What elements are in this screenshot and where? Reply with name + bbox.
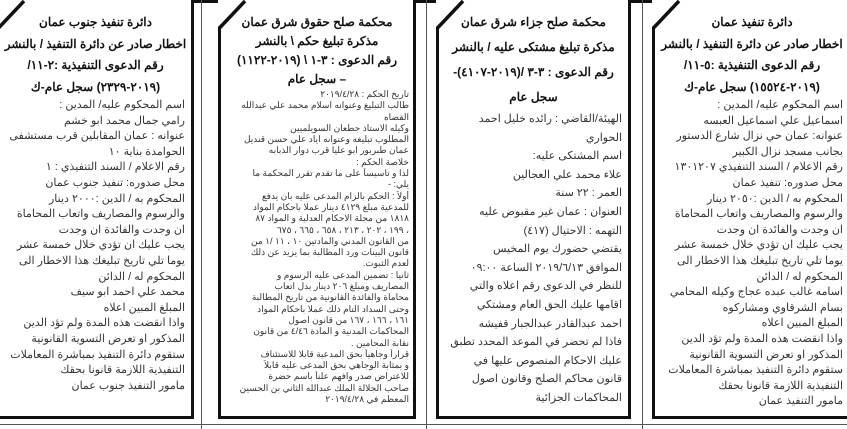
body-line: ستقوم دائرة التنفيذ بمباشرة المعاملات bbox=[10, 348, 185, 361]
heading-line: محكمة صلح جزاء شرق عمان bbox=[461, 15, 606, 29]
body-line: اسم المحكوم عليه/ المدين : bbox=[59, 99, 185, 111]
body-line: المحاكمات المدنية و المادة ٤/٤٦ من قانون bbox=[253, 326, 409, 337]
notice-criminal-court-east-amman bbox=[436, 0, 631, 419]
cut-corner-decoration bbox=[652, 0, 682, 30]
column-divider bbox=[201, 0, 202, 429]
notice-heading bbox=[221, 0, 413, 89]
body-line: عليك الاحكام المنصوص عليها في bbox=[473, 354, 622, 367]
body-line: العمر : ٢٢ سنة bbox=[555, 187, 622, 200]
body-line: التهمه : الاحتيال (٤١٧) bbox=[523, 224, 622, 237]
heading-line: – سجل عام bbox=[287, 72, 347, 86]
heading-line: اخطار صادر عن دائرة التنفيذ / بالنشر bbox=[661, 36, 843, 51]
body-line: يوما تلي تاريخ تبليغك هذا الاخطار الى bbox=[676, 254, 843, 267]
body-line: مامور التنفيذ جنوب عمان bbox=[71, 379, 185, 392]
heading-line: مذكرة تبليغ حكم \ بالنشر bbox=[255, 34, 379, 48]
body-line: عنوانه: عمان حي نزال شارع الدستور bbox=[676, 130, 843, 143]
heading-line: رقم الدعوى : ٣-٣ /(٢٠١٩-٤١٠٧)- bbox=[453, 65, 614, 79]
bottom-rule bbox=[0, 424, 847, 425]
heading-line: سجل عام bbox=[509, 90, 558, 104]
body-line: المصاريف ومبلغ ٢٠٦ دينار بدل اتعاب bbox=[274, 281, 409, 292]
body-line: للنظر في الدعوى رقم اعلاه والتي bbox=[469, 280, 622, 293]
body-line: للمدعية مبلغ ٤١٢٩ دينار عملا باحكام المواد bbox=[252, 201, 409, 212]
body-line: المحاكمات الجزائية bbox=[535, 391, 622, 404]
cut-corner-decoration bbox=[0, 0, 27, 30]
body-line: احمد عبدالقادر عبدالجبار قفيشه bbox=[478, 317, 622, 330]
notice-body bbox=[0, 98, 191, 394]
notice-execution-south-amman bbox=[0, 0, 194, 419]
body-line: رقم الاعلام / السند التنفيذي ١٣٠١٢٠٧ bbox=[674, 161, 843, 174]
body-line: و بمثابة الوجاهي بحق المدعى عليه قابلاً bbox=[264, 360, 409, 371]
body-line: واذا انقضت هذه المدة ولم تؤد الدين bbox=[23, 317, 185, 330]
notice-heading bbox=[439, 0, 628, 110]
body-line: التنفيذية اللازمة قانونا بحقك bbox=[718, 379, 843, 392]
body-line: وحتى السداد التام ذلك عملا باحكام المواد bbox=[257, 303, 409, 314]
notice-body bbox=[439, 110, 628, 408]
body-line: لذا و تاسيساً على ما تقدم تقرر المحكمة ما bbox=[252, 168, 409, 179]
body-line: محل صدوره: تنفيذ جنوب عمان bbox=[45, 176, 185, 189]
notice-heading bbox=[655, 0, 847, 98]
notice-execution-amman bbox=[652, 0, 847, 419]
body-line: محمد علي احمد ابو سيف bbox=[70, 286, 185, 299]
body-line: فاذا لم تحضر في الموعد المحدد تطبق bbox=[450, 336, 622, 349]
body-line: محل صدوره: تنفيذ عمان bbox=[732, 176, 843, 189]
body-line: بجانب مسجد نزال الكبير bbox=[732, 145, 843, 158]
body-line: اسامه غالب عبده عجاج وكيله المحامي bbox=[669, 286, 843, 299]
heading-line: محكمة صلح حقوق شرق عمان bbox=[241, 15, 393, 29]
body-line: المبلغ المبين اعلاه bbox=[103, 301, 185, 314]
heading-line: رقم الدعوى التنفيذية :٢-١١/ bbox=[27, 58, 164, 72]
body-line: يقتضي حضورك يوم المخيس bbox=[493, 243, 622, 256]
body-line: ١٨١٨ من مجلة الاحكام العدلية و المواد ٨٧ bbox=[255, 213, 409, 224]
body-line: قانون محاكم الصلح وقانون اصول bbox=[471, 373, 622, 386]
body-line: المطلوب تبليغه وعنوانه اياد علي حسن قنديل bbox=[243, 134, 409, 145]
body-line: عمان طبربور ابو عليا قرب دوار الذبابه bbox=[268, 145, 409, 156]
body-line: علاء محمد علي العجالين bbox=[512, 168, 622, 181]
heading-line: (٢٠١٩-١٥٥٢٤) سجل عام-ك bbox=[684, 79, 820, 94]
body-line: المذكور او تعرض التسوية القانونية bbox=[31, 332, 185, 345]
column-divider bbox=[642, 0, 643, 429]
body-line: العنوان : عمان غير مقبوض عليه bbox=[479, 205, 622, 218]
body-line: صاحب الجلالة الملك عبدالله الثاني بن الحسين bbox=[239, 382, 409, 393]
notice-body bbox=[655, 98, 847, 410]
body-line: ، ١٩٩ ، ٢٠٢ ، ٢١٣ ، ٦٥٨ ، ٦٦٥ ، ٦٧٥ bbox=[276, 224, 409, 235]
body-line: خلاصة الحكم : bbox=[356, 156, 409, 167]
body-line: المحكوم به / الدين :٢٠٥٠ دينار bbox=[707, 192, 843, 205]
body-line: الحوامدة بناية ١٠ bbox=[108, 145, 185, 158]
body-line: المذكور او تعرض التسوية القانونية bbox=[689, 348, 843, 361]
body-line: والرسوم والمصاريف واتعاب المحاماة bbox=[16, 208, 185, 221]
body-line: المحكوم له / الدائن bbox=[756, 270, 843, 283]
body-line: يلي: - bbox=[388, 179, 409, 190]
body-line: المعظم في ٢٠١٩/٤/٢٨ bbox=[325, 394, 409, 405]
body-line: القضاه bbox=[383, 111, 409, 122]
body-line: قانون البينات ورد المطالبة بما يزيد عن ذلك bbox=[250, 247, 409, 258]
body-line: اسماعيل علي اسماعيل العبسه bbox=[703, 114, 843, 127]
notice-body bbox=[221, 89, 413, 405]
body-line: قراراً وجاهياً بحق المدعية قابلا للاستئناف bbox=[260, 348, 409, 359]
body-line: ان وجدت والفائدة ان وجدت bbox=[58, 223, 185, 236]
body-line: اقامها عليك الحق العام ومشتكي bbox=[476, 298, 622, 311]
body-line: واذا انقضت هذه المدة ولم تؤد الدين bbox=[681, 332, 843, 345]
cut-corner-decoration bbox=[436, 0, 466, 30]
body-line: الموافق ٢٠١٩/٦/١٣ الساعة ٠٩:٠٠ bbox=[470, 261, 622, 274]
body-line: طالب التبليغ وعنوانه اسلام محمد علي عبدالله bbox=[241, 100, 409, 111]
body-line: المحكوم به / الدين :٢٠٠٠ دينار bbox=[49, 192, 185, 205]
body-line: المبلغ المبين اعلاه bbox=[761, 317, 843, 330]
body-line: ستقوم دائرة التنفيذ بمباشرة المعاملات bbox=[668, 364, 843, 377]
heading-line: مذكرة تبليغ مشتكى عليه / بالنشر bbox=[452, 40, 615, 54]
body-line: يوما تلي تاريخ تبليغك هذا الاخطار الى bbox=[18, 254, 185, 267]
body-line: أولاً : الحكم بالزام المدعى عليه بان يدفع bbox=[261, 190, 409, 201]
body-line: ١٦١ ، ١٦٦ ، ١٦٧ من قانون اصول bbox=[288, 314, 409, 325]
body-line: رامي جمال محمد ابو خشم bbox=[63, 114, 185, 127]
notice-civil-court-east-amman bbox=[218, 0, 416, 419]
body-line: المحكوم له / الدائن bbox=[98, 270, 185, 283]
body-line: اسم المحكوم عليه/ المدين : bbox=[717, 99, 843, 111]
body-line: رقم الاعلام / السند التنفيذي : ١ bbox=[45, 161, 185, 174]
body-line: الحواري bbox=[585, 131, 622, 144]
body-line: التنفيذية اللازمة قانونا بحقك bbox=[60, 364, 185, 377]
body-line: للاعتراض صدر وافهم علناً باسم حضرة bbox=[268, 371, 409, 382]
heading-line: دائرة تنفيذ جنوب عمان bbox=[39, 15, 152, 29]
body-line: يجب عليك ان تؤدي خلال خمسة عشر bbox=[674, 239, 843, 252]
heading-line: دائرة تنفيذ عمان bbox=[711, 15, 793, 29]
body-line: من القانون المدني والمادتين ١٠ ، ١١ /١ من bbox=[250, 235, 409, 246]
body-line: بسام الشرقاوي ومشاركوه bbox=[722, 301, 843, 314]
body-line: الهيئة/القاضي : رائده خليل احمد bbox=[478, 113, 622, 125]
body-line: نقابة المحامين . bbox=[350, 337, 409, 348]
body-line: عنوانه : عمان المقابلين قرب مستشفى bbox=[9, 130, 185, 143]
column-divider bbox=[426, 0, 427, 429]
body-line: وكيله الاستاذ جطعان السويلميين bbox=[290, 122, 409, 133]
body-line: تاريخ الحكم : ٢٠١٩/٤/٢٨ bbox=[320, 89, 409, 99]
body-line: محاماة والفائدة القانونية من تاريخ المطالبة bbox=[251, 292, 409, 303]
body-line: لعدم الثبوت. bbox=[362, 258, 409, 269]
body-line: اسم المشتكى عليه: bbox=[532, 150, 622, 163]
heading-line: (٢٠١٩-٢٣٢٩) سجل عام-ك bbox=[30, 79, 161, 94]
cut-corner-decoration bbox=[218, 0, 248, 30]
body-line: مامور التنفيذ عمان bbox=[758, 395, 843, 408]
heading-line: رقم الدعوى : ٣-١ \ (٢٠١٩-١١٢٢) bbox=[236, 53, 398, 67]
notice-heading bbox=[0, 0, 191, 98]
heading-line: اخطار صادر عن دائرة التنفيذ / بالنشر bbox=[4, 36, 187, 51]
heading-line: رقم الدعوى التنفيذية :٥-١١/ bbox=[683, 58, 821, 72]
body-line: ثانيا : تضمين المدعى عليه الرسوم و bbox=[276, 269, 409, 280]
body-line: والرسوم والمصاريف واتعاب المحاماة bbox=[674, 208, 843, 221]
body-line: يجب عليك ان تؤدي خلال خمسة عشر bbox=[16, 239, 185, 252]
body-line: ان وجدت والفائدة ان وجدت bbox=[716, 223, 843, 236]
